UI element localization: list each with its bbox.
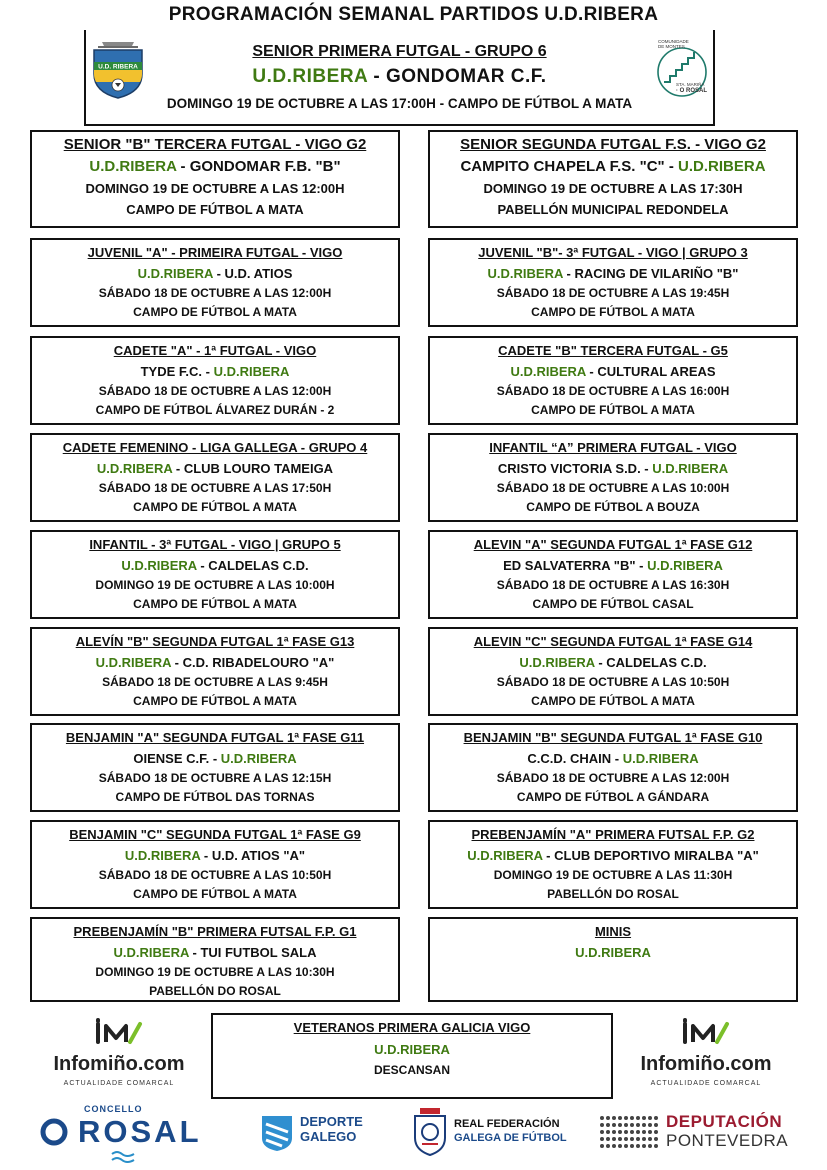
match-home-team: U.D.RIBERA xyxy=(95,655,172,670)
match-teams xyxy=(430,158,796,175)
concello-name-text: ROSAL xyxy=(78,1114,202,1149)
match-card xyxy=(30,820,400,909)
rfgf-line1: REAL FEDERACIÓN xyxy=(454,1118,560,1130)
infomino-tag-right: ACTUALIDADE COMARCAL xyxy=(650,1080,762,1087)
match-card xyxy=(30,723,400,812)
deputacion-line2: PONTEVEDRA xyxy=(666,1131,789,1150)
match-home-team: U.D.RIBERA xyxy=(137,266,213,281)
match-teams xyxy=(430,655,796,670)
match-card xyxy=(30,627,400,716)
match-away-team: U.D.RIBERA xyxy=(213,364,290,379)
deporte-line1: DEPORTE xyxy=(300,1114,363,1129)
match-separator: - xyxy=(611,751,623,766)
match-home-team: U.D.RIBERA xyxy=(113,945,189,960)
match-away-team: U.D.RIBERA xyxy=(622,751,699,766)
match-teams xyxy=(32,364,398,379)
match-venue: PABELLÓN DO ROSAL xyxy=(149,984,281,998)
match-category: ALEVIN "C" SEGUNDA FUTGAL 1ª FASE G14 xyxy=(473,634,753,649)
infomino-name-right: Infomiño.com xyxy=(640,1053,772,1075)
match-separator: - xyxy=(172,461,184,476)
match-card xyxy=(428,723,798,812)
match-home-team: U.D.RIBERA xyxy=(575,945,651,960)
match-datetime: SÁBADO 18 DE OCTUBRE A LAS 10:00H xyxy=(496,481,730,495)
deporte-line2: GALEGO xyxy=(300,1129,357,1144)
comunidade-line4: · O ROSAL xyxy=(676,88,707,94)
match-datetime: SÁBADO 18 DE OCTUBRE A LAS 17:50H xyxy=(98,481,332,495)
match-category: SENIOR "B" TERCERA FUTGAL - VIGO G2 xyxy=(63,136,367,153)
match-datetime: DOMINGO 19 DE OCTUBRE A LAS 11:30H xyxy=(493,868,733,882)
main-match-away: GONDOMAR C.F. xyxy=(385,66,547,87)
match-category: JUVENIL "A" - PRIMEIRA FUTGAL - VIGO xyxy=(87,245,343,260)
match-separator: - xyxy=(171,655,183,670)
concello-small-text: CONCELLO xyxy=(84,1104,143,1114)
match-away-team: U.D.RIBERA xyxy=(678,158,766,175)
match-datetime: DOMINGO 19 DE OCTUBRE A LAS 10:30H xyxy=(95,965,335,979)
match-venue: CAMPO DE FÚTBOL A GÁNDARA xyxy=(516,790,710,804)
match-teams xyxy=(430,266,796,281)
comunidade-line2: DE MONTES xyxy=(658,44,685,49)
match-teams xyxy=(32,655,398,670)
match-home-team: U.D.RIBERA xyxy=(124,848,201,863)
match-category: SENIOR SEGUNDA FUTGAL F.S. - VIGO G2 xyxy=(460,136,766,153)
match-away-team: GONDOMAR F.B. "B" xyxy=(189,158,341,175)
match-separator: - xyxy=(664,158,679,175)
match-teams xyxy=(32,751,398,766)
match-card xyxy=(428,433,798,522)
match-away-team: CULTURAL AREAS xyxy=(597,364,716,379)
main-match-separator: - xyxy=(367,66,386,87)
match-venue: PABELLÓN DO ROSAL xyxy=(547,887,679,901)
match-card xyxy=(428,336,798,425)
match-category: ALEVÍN "B" SEGUNDA FUTGAL 1ª FASE G13 xyxy=(75,634,355,649)
match-teams xyxy=(32,158,398,175)
waves-icon xyxy=(110,1150,138,1164)
deporte-galego-logo xyxy=(260,1112,380,1156)
match-home-team: TYDE F.C. xyxy=(140,364,202,379)
concello-rosal-logo xyxy=(40,1104,230,1164)
deputacion-dots-icon xyxy=(598,1112,660,1150)
comunidade-montes-logo xyxy=(654,38,710,98)
match-venue: CAMPO DE FÚTBOL A MATA xyxy=(531,403,695,417)
match-teams xyxy=(32,848,398,863)
match-category: JUVENIL "B"- 3ª FUTGAL - VIGO | GRUPO 3 xyxy=(478,245,748,260)
match-card xyxy=(428,917,798,1002)
match-venue: CAMPO DE FÚTBOL A MATA xyxy=(531,694,695,708)
match-teams xyxy=(32,266,398,281)
match-separator: - xyxy=(635,558,648,573)
match-category: BENJAMIN "B" SEGUNDA FUTGAL 1ª FASE G10 xyxy=(463,730,763,745)
match-home-team: OIENSE C.F. xyxy=(133,751,210,766)
match-category: INFANTIL “A” PRIMERA FUTGAL - VIGO xyxy=(489,440,737,455)
match-home-team: U.D.RIBERA xyxy=(510,364,586,379)
match-home-team: U.D.RIBERA xyxy=(96,461,173,476)
match-away-team: U.D.RIBERA xyxy=(220,751,297,766)
match-separator: - xyxy=(212,266,225,281)
deputacion-line1: DEPUTACIÓN xyxy=(666,1112,783,1131)
match-venue: CAMPO DE FÚTBOL A MATA xyxy=(133,597,297,611)
match-category: CADETE "A" - 1ª FUTGAL - VIGO xyxy=(113,343,317,358)
infomino-logo-left xyxy=(34,1016,204,1087)
match-teams xyxy=(430,558,796,573)
match-category: BENJAMIN "C" SEGUNDA FUTGAL 1ª FASE G9 xyxy=(69,827,361,842)
match-teams xyxy=(32,461,398,476)
rfgf-logo xyxy=(412,1108,572,1158)
match-datetime: SÁBADO 18 DE OCTUBRE A LAS 9:45H xyxy=(102,675,328,689)
match-home-team: U.D.RIBERA xyxy=(121,558,197,573)
match-home-team: CRISTO VICTORIA S.D. xyxy=(497,461,641,476)
match-card xyxy=(428,627,798,716)
match-datetime: DOMINGO 19 DE OCTUBRE A LAS 17:30H xyxy=(483,181,743,196)
match-away-team: CALDELAS C.D. xyxy=(208,558,309,573)
match-venue: CAMPO DE FÚTBOL CASAL xyxy=(532,597,694,611)
match-teams xyxy=(430,461,796,476)
match-away-team: TUI FUTBOL SALA xyxy=(200,945,317,960)
match-teams xyxy=(430,848,796,863)
infomino-logo-right xyxy=(621,1016,791,1087)
club-crest-logo xyxy=(88,38,148,100)
deputacion-pontevedra-logo xyxy=(598,1110,798,1154)
match-away-team: CLUB LOURO TAMEIGA xyxy=(183,461,334,476)
match-away-team: RACING DE VILARIÑO "B" xyxy=(574,266,739,281)
match-separator: - xyxy=(200,848,212,863)
match-datetime: SÁBADO 18 DE OCTUBRE A LAS 10:50H xyxy=(496,675,730,689)
match-venue: CAMPO DE FÚTBOL A MATA xyxy=(531,305,695,319)
match-separator: - xyxy=(542,848,555,863)
main-match-category: SENIOR PRIMERA FUTGAL - GRUPO 6 xyxy=(252,43,547,60)
match-card xyxy=(30,433,400,522)
infomino-mark-icon xyxy=(681,1016,731,1046)
match-separator: - xyxy=(196,558,209,573)
match-teams xyxy=(32,558,398,573)
match-card xyxy=(428,238,798,327)
club-crest-text: U.D. RIBERA xyxy=(98,63,138,71)
match-venue: CAMPO DE FÚTBOL ÁLVAREZ DURÁN - 2 xyxy=(95,403,335,417)
match-card xyxy=(30,336,400,425)
match-card xyxy=(30,130,400,228)
veteranos-status: DESCANSAN xyxy=(373,1063,450,1077)
match-separator: - xyxy=(585,364,598,379)
comunidade-line3: STA. MARIÑA xyxy=(676,82,705,87)
match-venue: CAMPO DE FÚTBOL A MATA xyxy=(133,694,297,708)
match-home-team: U.D.RIBERA xyxy=(467,848,543,863)
match-datetime: SÁBADO 18 DE OCTUBRE A LAS 19:45H xyxy=(496,286,730,300)
match-category: CADETE "B" TERCERA FUTGAL - G5 xyxy=(498,343,728,358)
match-venue: CAMPO DE FÚTBOL DAS TORNAS xyxy=(115,790,315,804)
match-card xyxy=(30,530,400,619)
match-away-team: U.D. ATIOS "A" xyxy=(211,848,306,863)
match-category: MINIS xyxy=(594,924,632,939)
infomino-tag-left: ACTUALIDADE COMARCAL xyxy=(63,1080,175,1087)
match-teams xyxy=(430,945,796,960)
match-category: PREBENJAMÍN "A" PRIMERA FUTSAL F.P. G2 xyxy=(471,827,755,842)
deporte-galego-shield-icon xyxy=(260,1114,294,1152)
rosal-circle-icon xyxy=(40,1118,68,1146)
match-separator: - xyxy=(594,655,607,670)
match-category: BENJAMIN "A" SEGUNDA FUTGAL 1ª FASE G11 xyxy=(65,730,365,745)
match-datetime: SÁBADO 18 DE OCTUBRE A LAS 12:00H xyxy=(98,384,332,398)
veteranos-category: VETERANOS PRIMERA GALICIA VIGO xyxy=(293,1020,531,1035)
match-away-team: CLUB DEPORTIVO MIRALBA "A" xyxy=(554,848,759,863)
match-venue: PABELLÓN MUNICIPAL REDONDELA xyxy=(497,202,729,217)
rfgf-shield-icon xyxy=(412,1108,448,1156)
main-match-teams xyxy=(86,63,713,88)
match-category: INFANTIL - 3ª FUTGAL - VIGO | GRUPO 5 xyxy=(89,537,341,552)
match-category: ALEVIN "A" SEGUNDA FUTGAL 1ª FASE G12 xyxy=(473,537,753,552)
match-separator: - xyxy=(562,266,575,281)
match-card xyxy=(428,130,798,228)
match-datetime: SÁBADO 18 DE OCTUBRE A LAS 10:50H xyxy=(98,868,332,882)
rfgf-line2: GALEGA DE FÚTBOL xyxy=(454,1132,567,1144)
match-teams xyxy=(430,364,796,379)
veteranos-box xyxy=(211,1013,613,1099)
match-teams xyxy=(430,751,796,766)
infomino-mark-icon xyxy=(94,1016,144,1046)
page-title: PROGRAMACIÓN SEMANAL PARTIDOS U.D.RIBERA xyxy=(168,4,659,25)
match-home-team: U.D.RIBERA xyxy=(89,158,177,175)
match-datetime: SÁBADO 18 DE OCTUBRE A LAS 12:00H xyxy=(496,771,730,785)
match-home-team: C.C.D. CHAIN xyxy=(527,751,612,766)
match-datetime: SÁBADO 18 DE OCTUBRE A LAS 16:30H xyxy=(496,578,730,592)
match-card xyxy=(30,917,400,1002)
match-away-team: U.D.RIBERA xyxy=(647,558,723,573)
match-card xyxy=(428,820,798,909)
match-datetime: SÁBADO 18 DE OCTUBRE A LAS 12:15H xyxy=(98,771,332,785)
match-venue: CAMPO DE FÚTBOL A MATA xyxy=(133,887,297,901)
match-category: CADETE FEMENINO - LIGA GALLEGA - GRUPO 4 xyxy=(62,440,368,455)
match-venue: CAMPO DE FÚTBOL A BOUZA xyxy=(526,500,700,514)
main-match-home: U.D.RIBERA xyxy=(252,66,368,87)
match-home-team: ED SALVATERRA "B" xyxy=(503,558,636,573)
match-separator: - xyxy=(640,461,653,476)
match-card xyxy=(30,238,400,327)
match-venue: CAMPO DE FÚTBOL A MATA xyxy=(133,305,297,319)
match-teams xyxy=(32,945,398,960)
infomino-name-left: Infomiño.com xyxy=(53,1053,185,1075)
match-card xyxy=(428,530,798,619)
match-venue: CAMPO DE FÚTBOL A MATA xyxy=(133,500,297,514)
match-venue: CAMPO DE FÚTBOL A MATA xyxy=(126,202,304,217)
match-category: PREBENJAMÍN "B" PRIMERA FUTSAL F.P. G1 xyxy=(73,924,357,939)
match-away-team: CALDELAS C.D. xyxy=(606,655,707,670)
match-datetime: DOMINGO 19 DE OCTUBRE A LAS 10:00H xyxy=(95,578,335,592)
match-datetime: DOMINGO 19 DE OCTUBRE A LAS 12:00H xyxy=(85,181,345,196)
match-separator: - xyxy=(202,364,214,379)
match-away-team: U.D.RIBERA xyxy=(652,461,729,476)
match-separator: - xyxy=(209,751,221,766)
comunidade-line1: COMUNIDADE xyxy=(658,39,689,44)
main-match-box xyxy=(84,30,715,126)
match-datetime: SÁBADO 18 DE OCTUBRE A LAS 12:00H xyxy=(98,286,332,300)
veteranos-team: U.D.RIBERA xyxy=(374,1042,450,1057)
main-match-when: DOMINGO 19 DE OCTUBRE A LAS 17:00H - CAMPO DE FÚTBOL A MATA xyxy=(166,96,633,111)
match-datetime: SÁBADO 18 DE OCTUBRE A LAS 16:00H xyxy=(496,384,730,398)
match-away-team: U.D. ATIOS xyxy=(224,266,293,281)
match-separator: - xyxy=(188,945,201,960)
match-home-team: CAMPITO CHAPELA F.S. "C" xyxy=(460,158,665,175)
match-home-team: U.D.RIBERA xyxy=(487,266,563,281)
match-away-team: C.D. RIBADELOURO "A" xyxy=(182,655,335,670)
match-home-team: U.D.RIBERA xyxy=(519,655,595,670)
match-separator: - xyxy=(176,158,190,175)
